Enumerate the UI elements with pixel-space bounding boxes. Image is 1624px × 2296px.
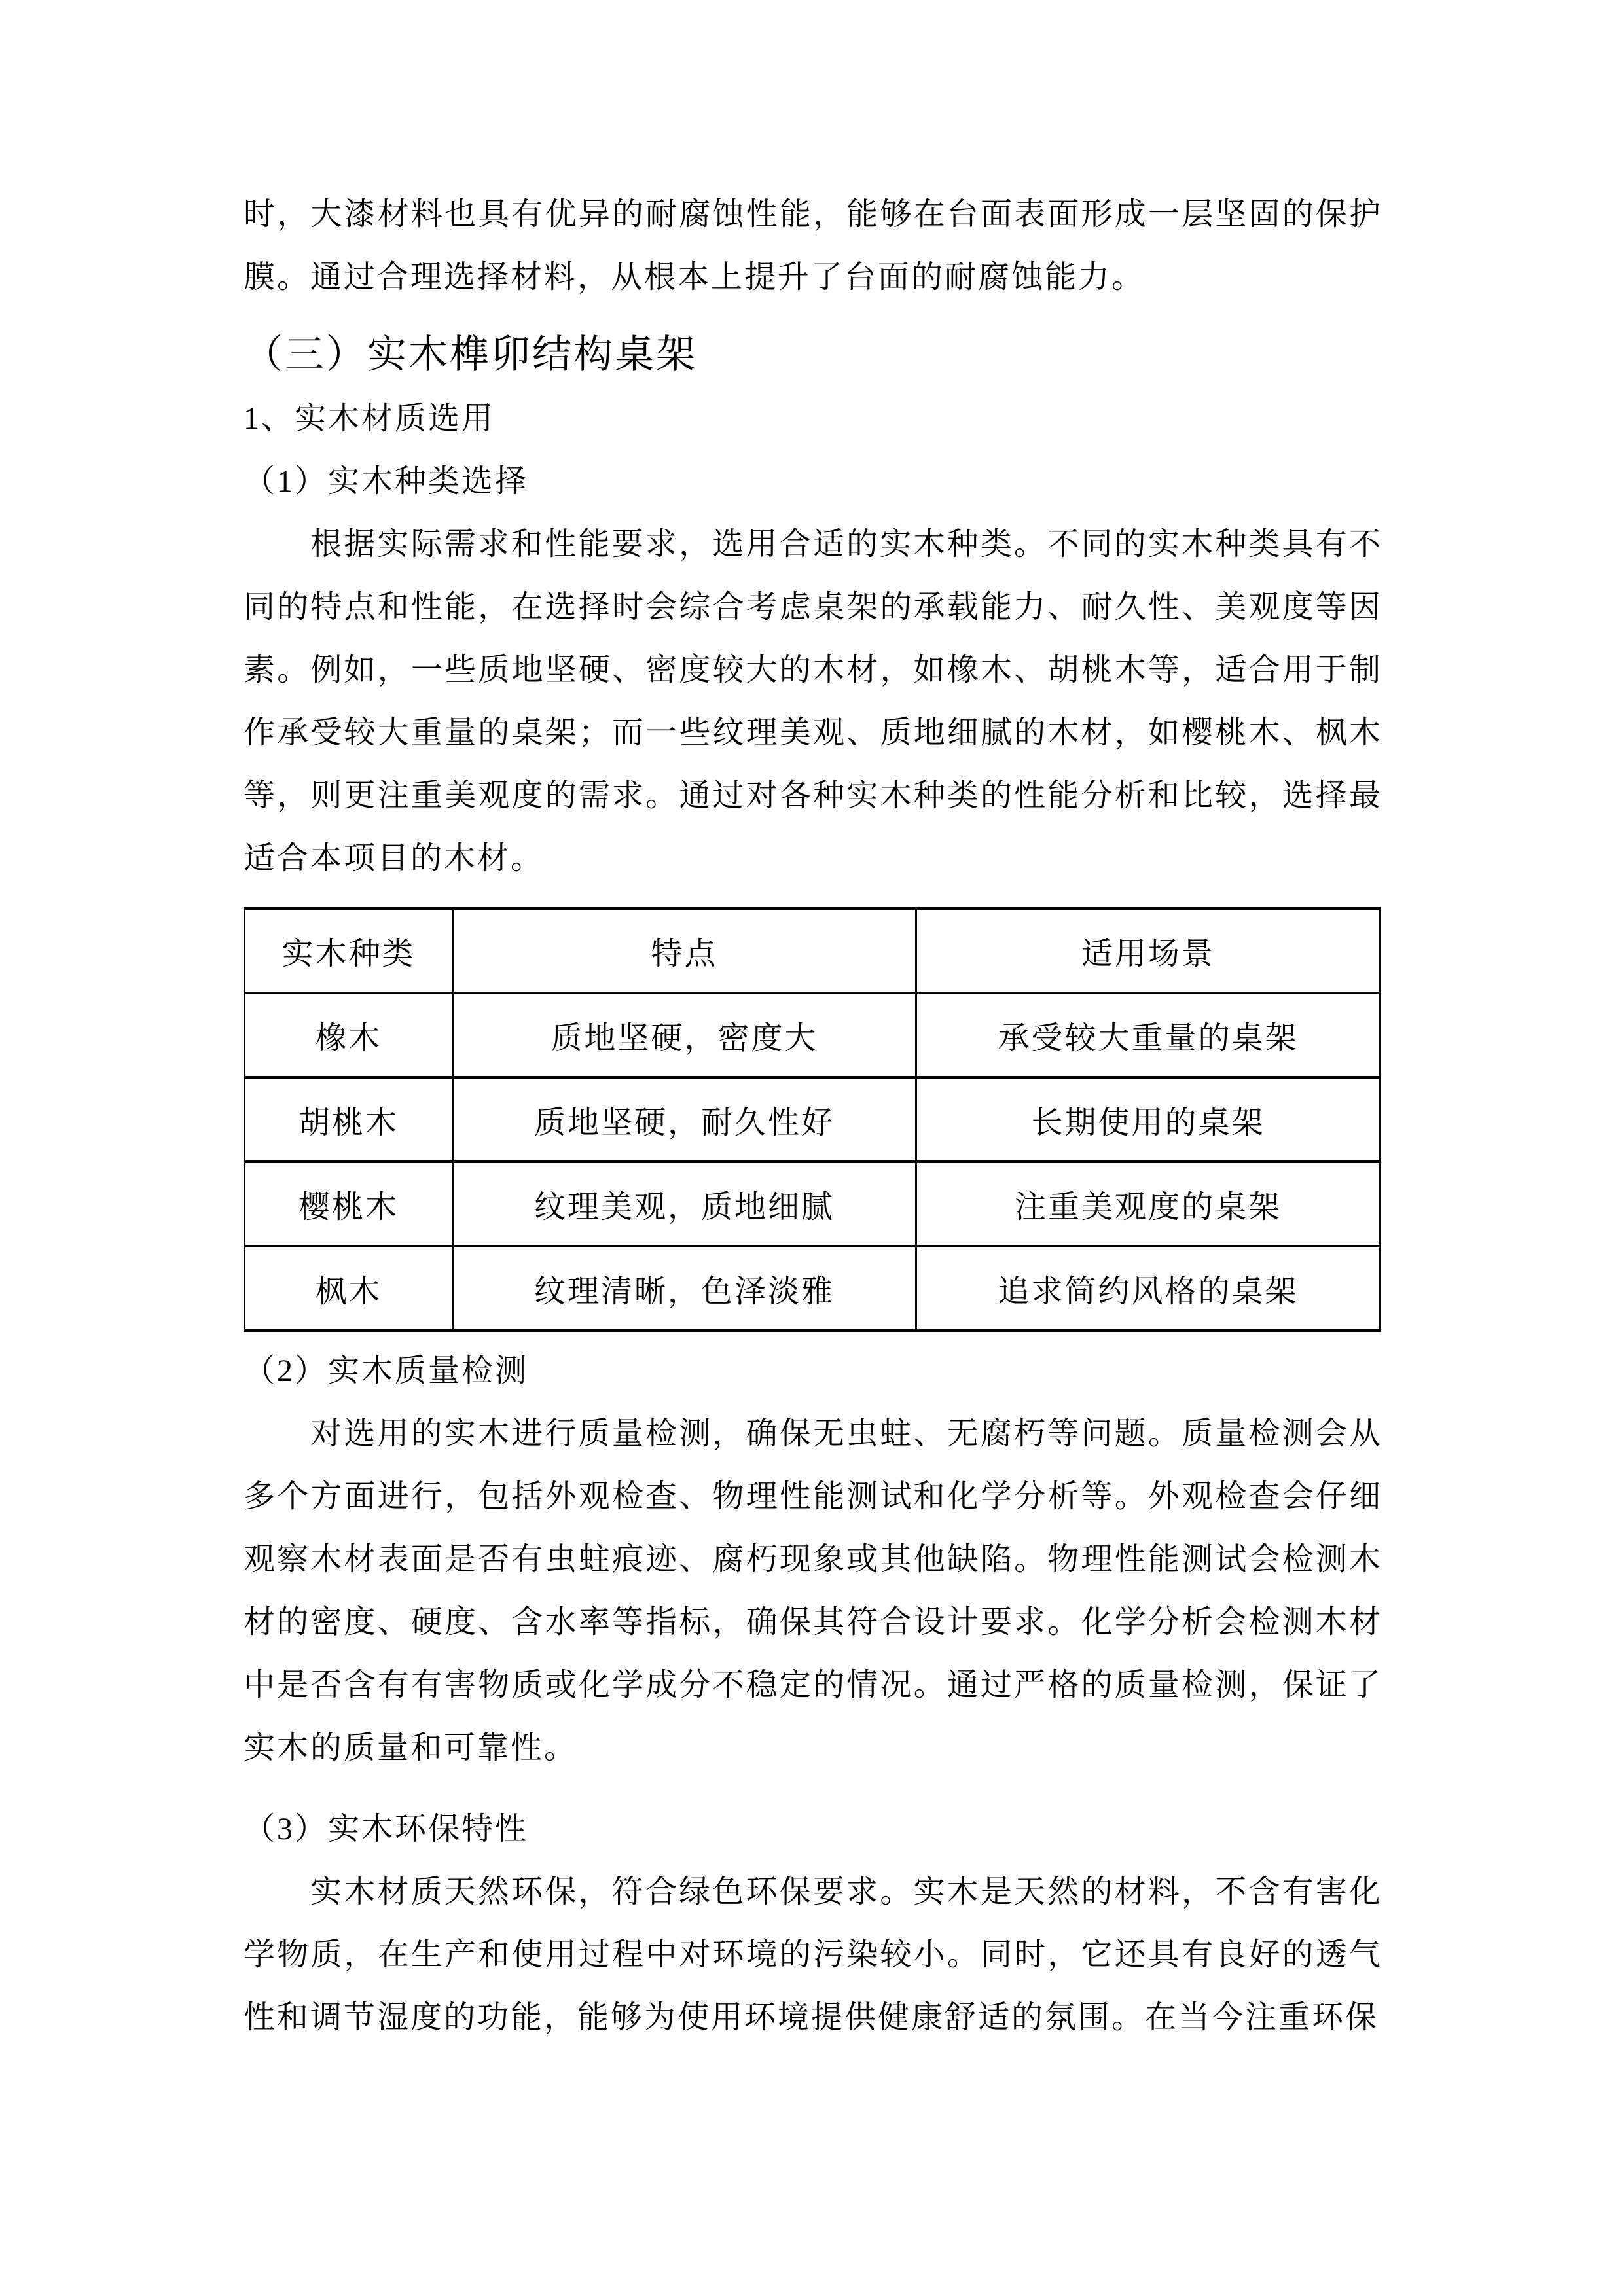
header-use-case: 适用场景 (916, 908, 1380, 993)
cell-feature: 质地坚硬，密度大 (453, 993, 916, 1077)
header-feature: 特点 (453, 908, 916, 993)
paragraph-quality-inspection: 对选用的实木进行质量检测，确保无虫蛀、无腐朽等问题。质量检测会从多个方面进行，包括外观检查、物理性能测试和化学分析等。外观检查会仔细观察木材表面是否有虫蛀痕迹、腐朽现象或其他缺陷。物理性能测试会检测木材的密度、硬度、含水率等指标，确保其符合设计要求。化学分析会检测木材中是否含有有害物质或化学成分不稳定的情况。通过严格的质量检测，保证了实木的质量和可靠性。 (244, 1416, 1382, 1765)
cell-feature: 纹理美观，质地细腻 (453, 1162, 916, 1246)
table-header-row (245, 908, 1380, 993)
cell-use-case: 长期使用的桌架 (916, 1077, 1380, 1162)
table-row (245, 1246, 1380, 1331)
cell-wood-type: 橡木 (245, 993, 453, 1077)
clause-2-title: （2）实木质量检测 (244, 1354, 529, 1388)
cell-use-case: 注重美观度的桌架 (916, 1162, 1380, 1246)
cell-feature: 纹理清晰，色泽淡雅 (453, 1246, 916, 1331)
clause-3-title: （3）实木环保特性 (244, 1812, 529, 1846)
paragraph-lacquer-continued: 时，大漆材料也具有优异的耐腐蚀性能，能够在台面表面形成一层坚固的保护膜。通过合理选择材料，从根本上提升了台面的耐腐蚀能力。 (244, 197, 1382, 295)
section-heading-3: （三）实木榫卯结构桌架 (244, 333, 697, 376)
cell-wood-type: 胡桃木 (245, 1077, 453, 1162)
cell-wood-type: 樱桃木 (245, 1162, 453, 1246)
paragraph-eco-friendly: 实木材质天然环保，符合绿色环保要求。实木是天然的材料，不含有害化学物质，在生产和使用过程中对环境的污染较小。同时，它还具有良好的透气性和调节湿度的功能，能够为使用环境提供健康舒适的氛围。在当今注重环保 (244, 1874, 1382, 2035)
cell-feature: 质地坚硬，耐久性好 (453, 1077, 916, 1162)
clause-1-title: （1）实木种类选择 (244, 464, 529, 499)
header-wood-type: 实木种类 (245, 908, 453, 993)
cell-use-case: 追求简约风格的桌架 (916, 1246, 1380, 1331)
wood-types-table-body (245, 993, 1380, 1331)
cell-wood-type: 枫木 (245, 1246, 453, 1331)
table-row (245, 1162, 1380, 1246)
cell-use-case: 承受较大重量的桌架 (916, 993, 1380, 1077)
wood-types-table (244, 907, 1381, 1332)
wood-types-table-head (245, 908, 1380, 993)
subsection-1-title: 1、实木材质选用 (244, 401, 496, 436)
paragraph-wood-species: 根据实际需求和性能要求，选用合适的实木种类。不同的实木种类具有不同的特点和性能，在选择时会综合考虑桌架的承载能力、耐久性、美观度等因素。例如，一些质地坚硬、密度较大的木材，如橡木、胡桃木等，适合用于制作承受较大重量的桌架；而一些纹理美观、质地细腻的木材，如樱桃木、枫木等，则更注重美观度的需求。通过对各种实木种类的性能分析和比较，选择最适合本项目的木材。 (244, 527, 1382, 876)
table-row (245, 1077, 1380, 1162)
table-row (245, 993, 1380, 1077)
